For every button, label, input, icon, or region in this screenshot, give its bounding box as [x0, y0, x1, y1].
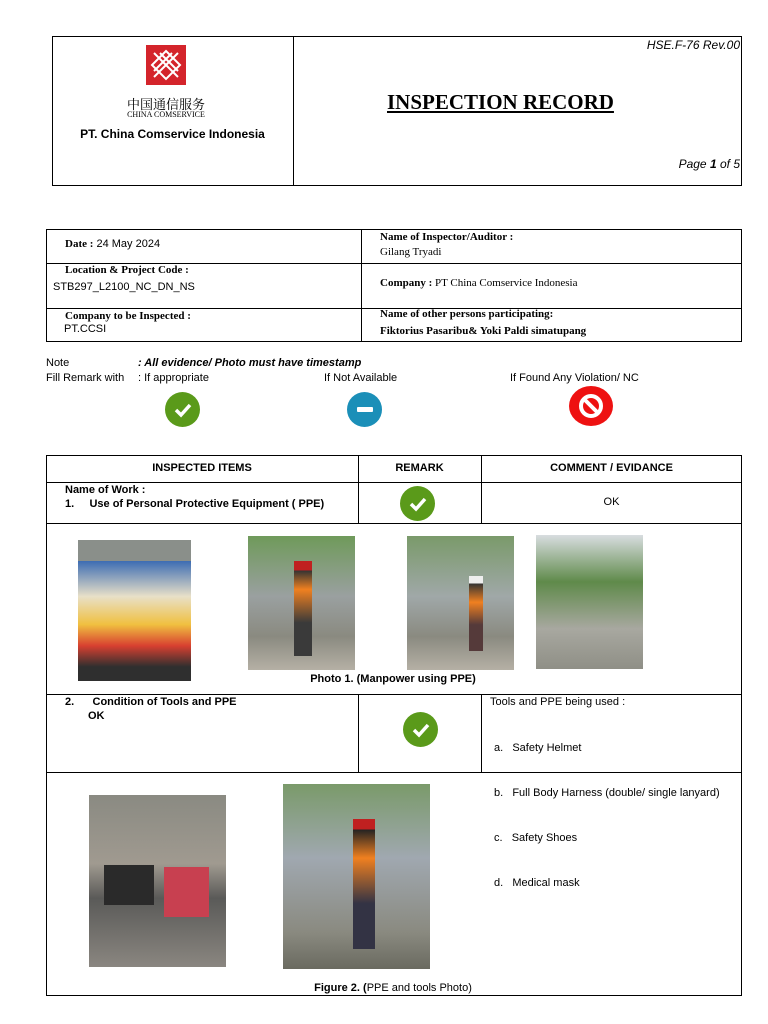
header-comment: COMMENT / EVIDANCE — [550, 462, 673, 474]
fill-label: Fill Remark with — [46, 372, 125, 384]
inspected-value: PT.CCSI — [64, 323, 107, 335]
company-name: PT. China Comservice Indonesia — [80, 127, 265, 141]
inspector-value: Gilang Tryadi — [380, 246, 442, 258]
item-2: 2. Condition of Tools and PPE — [65, 696, 237, 708]
photo-1-caption: Photo 1. (Manpower using PPE) — [310, 673, 476, 685]
photo-worker-harness — [283, 784, 430, 969]
figure-2-caption: Figure 2. (PPE and tools Photo) — [314, 982, 472, 994]
others-label: Name of other persons participating: — [380, 308, 554, 320]
tools-list-item: a. Safety Helmet — [494, 742, 582, 754]
note-label: Note — [46, 357, 70, 369]
legend-violation: If Found Any Violation/ NC — [510, 372, 639, 384]
photo-worker-gate — [407, 536, 514, 670]
logo-chinese-text: 中国通信服务 — [126, 97, 205, 112]
page-title: INSPECTION RECORD — [387, 90, 614, 114]
check-icon — [165, 392, 200, 427]
photo-site-tower — [536, 535, 643, 669]
inspected-label: Company to be Inspected : — [65, 310, 191, 322]
company-logo — [146, 45, 186, 85]
inspector-label: Name of Inspector/Auditor : — [380, 231, 514, 243]
tools-title: Tools and PPE being used : — [490, 696, 626, 708]
form-code: HSE.F-76 Rev.00 — [646, 38, 740, 52]
legend-not-available: If Not Available — [324, 372, 398, 384]
tools-list-item: b. Full Body Harness (double/ single lanyard) — [494, 787, 720, 799]
company-value: PT China Comservice Indonesia — [435, 277, 578, 289]
note-value: : All evidence/ Photo must have timestamp — [138, 357, 362, 369]
others-value: Fiktorius Pasaribu& Yoki Paldi simatupang — [380, 325, 587, 337]
tools-list-item: c. Safety Shoes — [494, 832, 578, 844]
photo-safety-board — [78, 540, 191, 681]
name-of-work-label: Name of Work : — [65, 484, 146, 496]
header-inspected-items: INSPECTED ITEMS — [152, 462, 252, 474]
tools-list — [494, 711, 720, 906]
check-icon — [400, 486, 435, 521]
prohibited-icon — [569, 386, 613, 426]
logo-english-text: CHINA COMSERVICE — [127, 110, 205, 119]
location-label: Location & Project Code : — [65, 264, 189, 276]
photo-tools — [89, 795, 226, 967]
photo-worker-ppe — [248, 536, 355, 670]
date-value: 24 May 2024 — [96, 238, 161, 250]
legend-appropriate: : If appropriate — [138, 372, 209, 384]
header-remark: REMARK — [395, 462, 444, 474]
location-value: STB297_L2100_NC_DN_NS — [53, 281, 195, 293]
check-icon — [403, 712, 438, 747]
page-indicator: Page 1 of 5 — [678, 157, 740, 171]
comment-1: OK — [603, 496, 620, 508]
item-2-status: OK — [88, 710, 105, 722]
item-1: 1. Use of Personal Protective Equipment ( PPE) — [65, 498, 325, 510]
tools-list-item: d. Medical mask — [494, 877, 580, 889]
minus-icon — [347, 392, 382, 427]
